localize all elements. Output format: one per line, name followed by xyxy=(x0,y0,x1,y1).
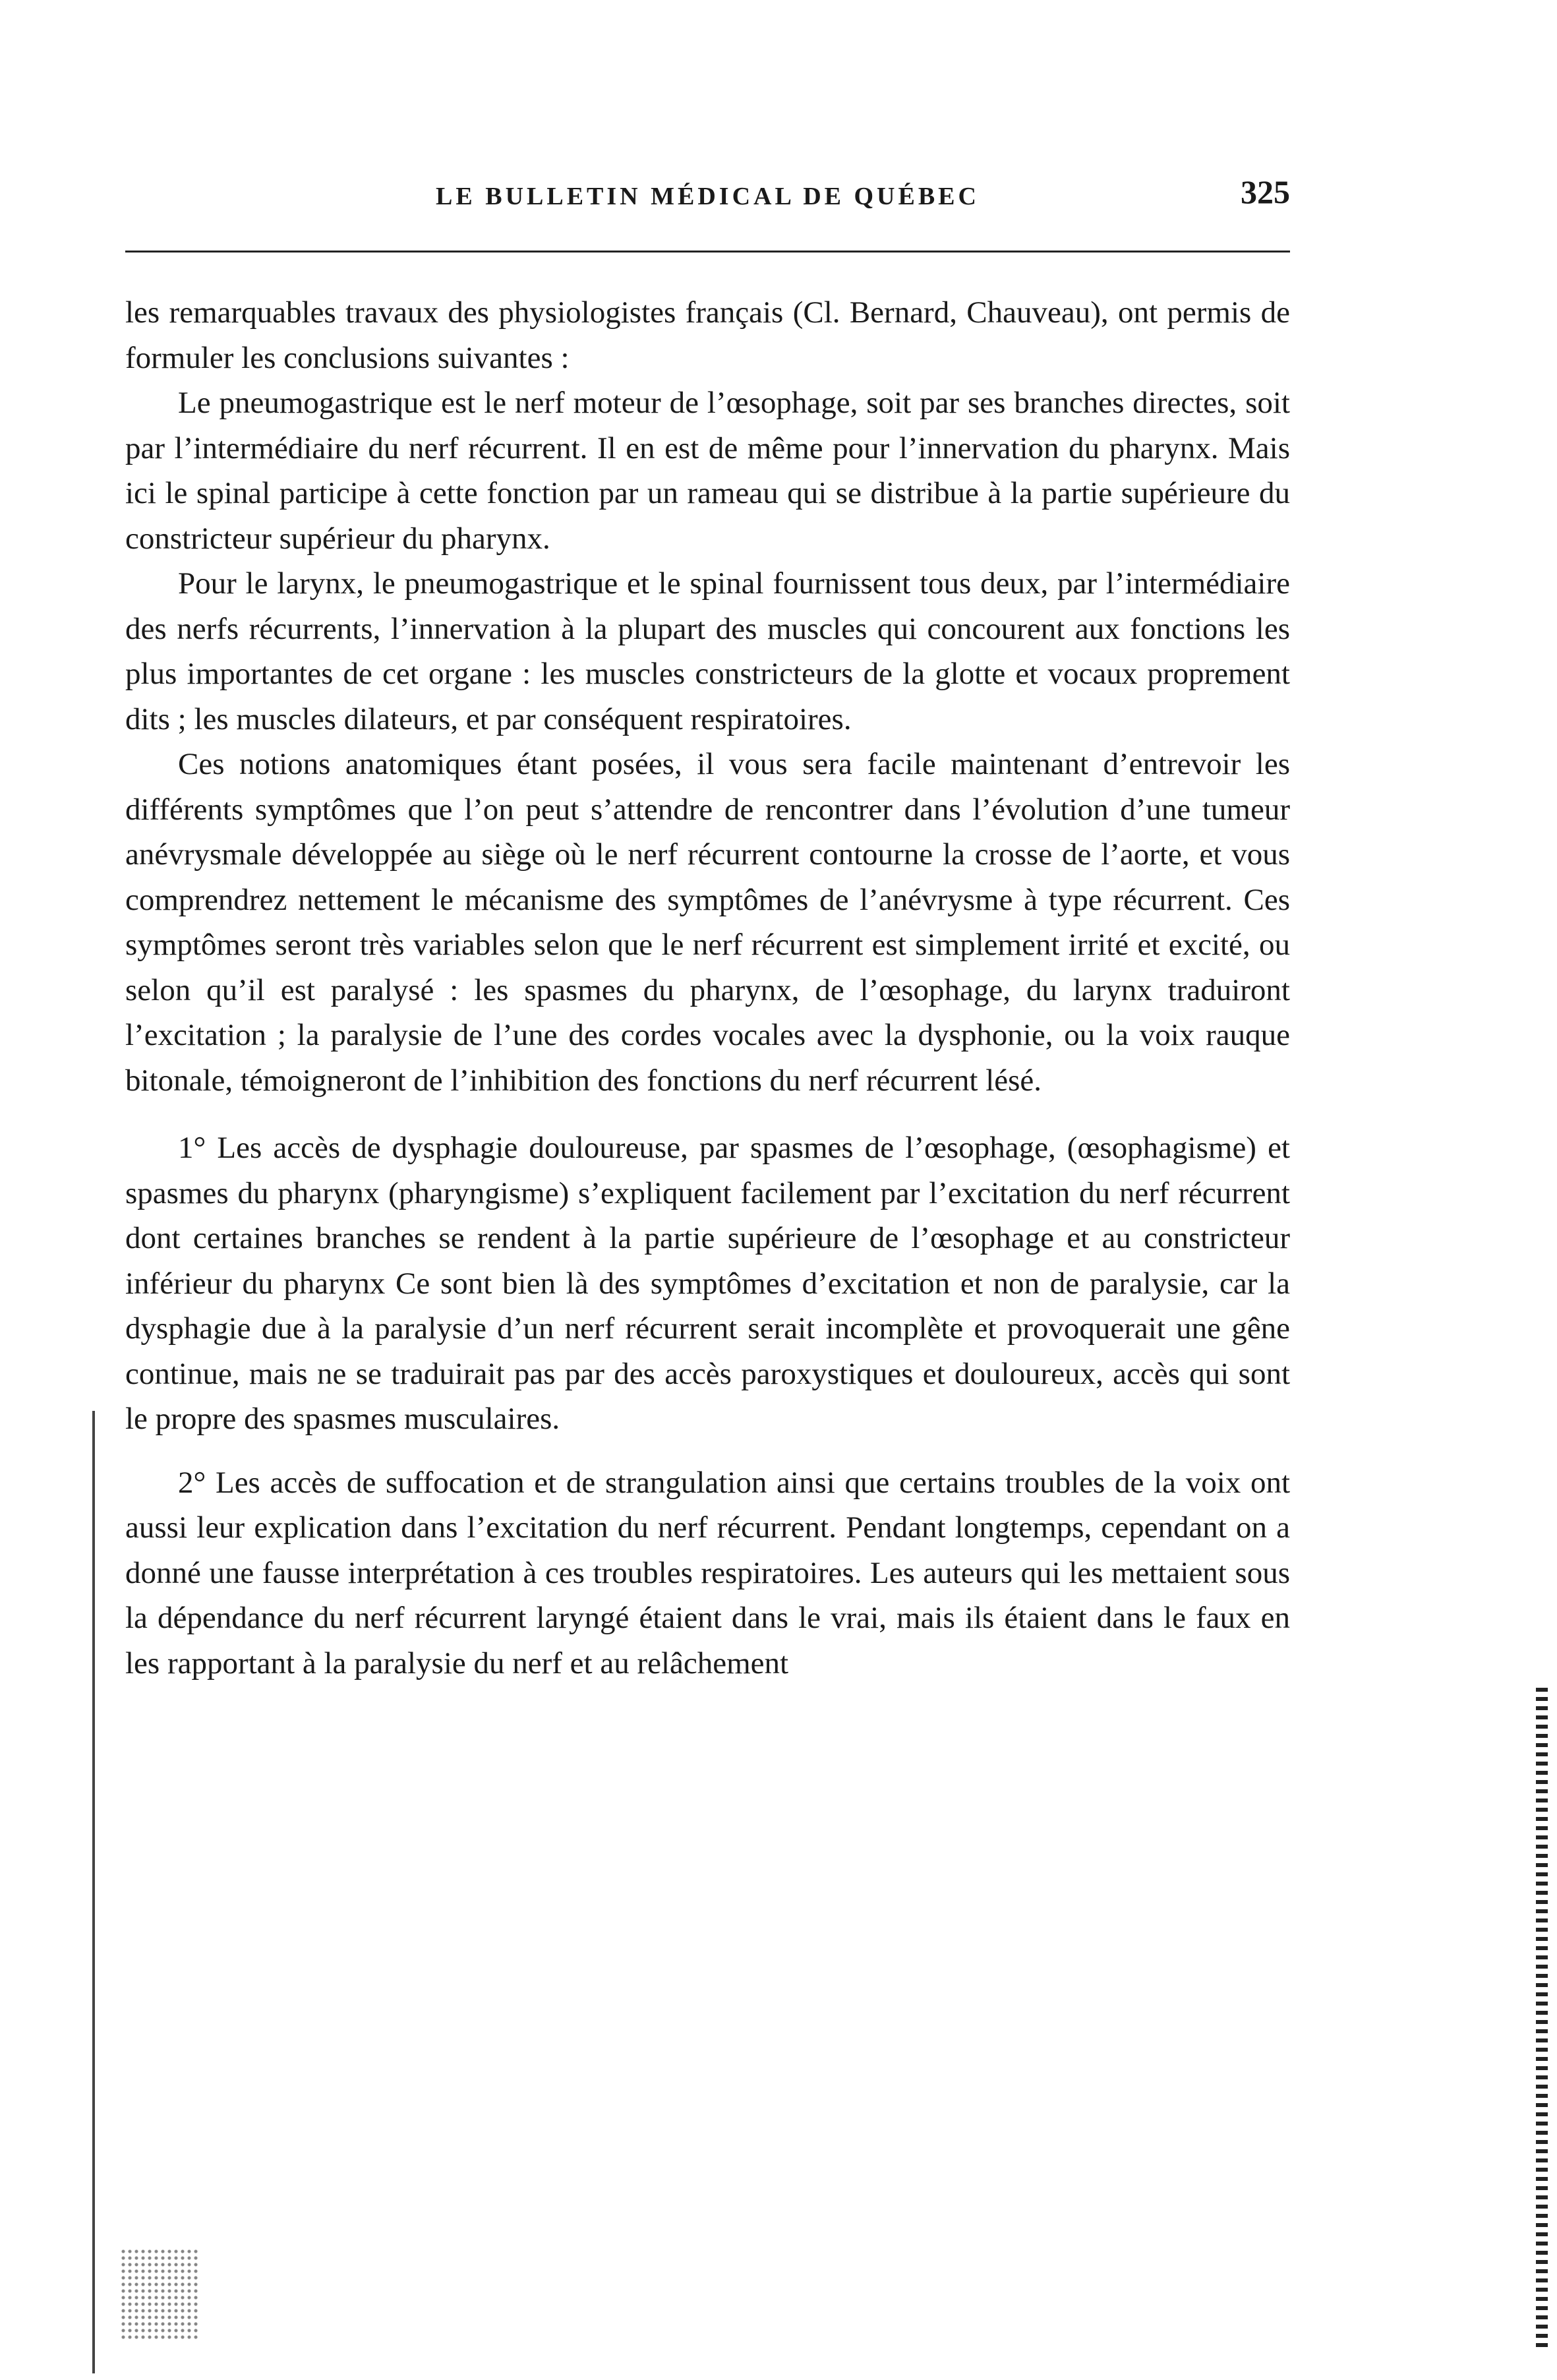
page-number: 325 xyxy=(1241,173,1290,210)
paragraph-oesophagus: Le pneumogastrique est le nerf moteur de l’œsophage, soit par ses branches directes, soit par l’intermédiaire du nerf récurrent. Il en est de même pour l’innervation du pharynx. Mais ici le spinal participe à cette fonction par un rameau qui se distribue à la partie supérieure du constricteur supérieur du pharynx. xyxy=(125,386,1290,556)
paragraph-suffocation: 2° Les accès de suffocation et de strangulation ainsi que certains troubles de la voix ont aussi leur explication dans l’excitation du nerf récurrent. Pendant longtemps, cependant on a donné une fausse interprétation à ces troubles respiratoires. Les auteurs qui les mettaient sous la dépendance du nerf récurrent laryngé étaient dans le vrai, mais ils étaient dans le faux en les rapportant à la paralysie du nerf et au relâchement xyxy=(125,1465,1290,1681)
header-rule xyxy=(125,251,1290,253)
running-title: LE BULLETIN MÉDICAL DE QUÉBEC xyxy=(436,183,980,210)
scan-binding-edge xyxy=(92,1411,95,2373)
body-text xyxy=(125,290,1290,1686)
paragraph-continuation: les remarquables travaux des physiologistes français (Cl. Bernard, Chauveau), ont permis de formuler les conclusions suivantes : xyxy=(125,295,1290,375)
scan-artifact xyxy=(120,2248,199,2340)
paragraph-symptoms: Ces notions anatomiques étant posées, il vous sera facile maintenant d’entrevoir les différents symptômes que l’on peut s’attendre de rencontrer dans l’évolution d’une tumeur anévrysmale développée au siège où le nerf récurrent contourne la crosse de l’aorte, et vous comprendrez nettement le mécanisme des symptômes de l’anévrysme à type récurrent. Ces symptômes seront très variables selon que le nerf récurrent est simplement irrité et excité, ou selon qu’il est paralysé : les spasmes du pharynx, de l’œsophage, du larynx traduiront l’excitation ; la paralysie de l’une des cordes vocales avec la dysphonie, ou la voix rauque bitonale, témoigneront de l’inhibition des fonctions du nerf récurrent lésé. xyxy=(125,747,1290,1098)
scan-edge-noise xyxy=(1536,1688,1548,2347)
page-header xyxy=(125,173,1290,219)
paragraph-dysphagia: 1° Les accès de dysphagie douloureuse, par spasmes de l’œsophage, (œsophagisme) et spasmes du pharynx (pharyngisme) s’expliquent facilement par l’excitation du nerf récurrent dont certaines branches se rendent à la partie supérieure de l’œsophage et au constricteur inférieur du pharynx Ce sont bien là des symptômes d’excitation et non de paralysie, car la dysphagie due à la paralysie d’un nerf récurrent serait incomplète et provoquerait une gêne continue, mais ne se traduirait pas par des accès paroxystiques et douloureux, accès qui sont le propre des spasmes musculaires. xyxy=(125,1131,1290,1436)
paragraph-larynx: Pour le larynx, le pneumogastrique et le spinal fournissent tous deux, par l’intermédiaire des nerfs récurrents, l’innervation à la plupart des muscles qui concourent aux fonctions les plus importantes de cet organe : les muscles constricteurs de la glotte et vocaux proprement dits ; les muscles dilateurs, et par conséquent respiratoires. xyxy=(125,566,1290,736)
